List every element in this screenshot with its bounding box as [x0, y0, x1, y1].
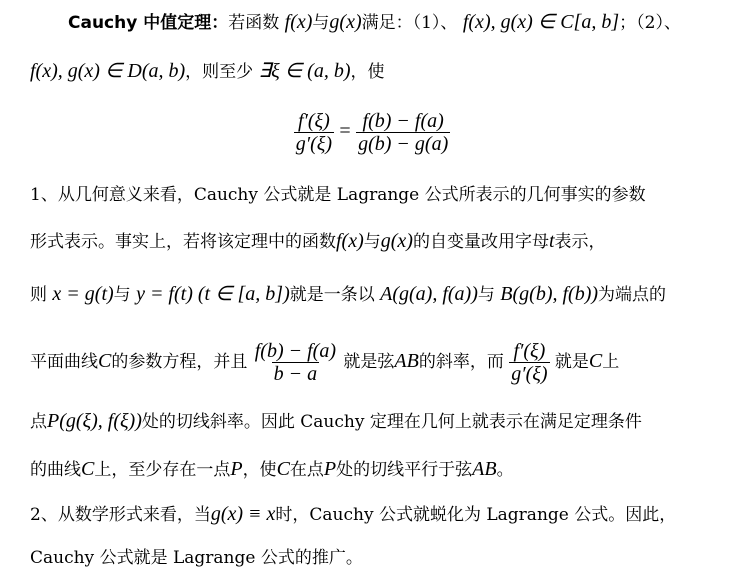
text-span: 平面曲线: [30, 352, 98, 372]
text-span: 2、从数学形式来看，当: [30, 505, 211, 525]
math-ab: AB: [394, 350, 419, 372]
text-span: 上，至少存在一点: [94, 460, 231, 480]
text-span: ，使: [242, 460, 277, 480]
text-span: 则: [30, 285, 47, 305]
paragraph-2-line-2: [30, 546, 722, 570]
text-span: 时，Cauchy 公式就蜕化为 Lagrange 公式。因此，: [275, 505, 677, 525]
text-span: 上: [602, 352, 620, 372]
fraction-tangent-slope: [509, 340, 549, 385]
text-span: 表示，: [554, 232, 606, 252]
theorem-statement-line-2: [30, 59, 722, 84]
text-span: 的斜率，而: [418, 352, 504, 372]
math-gx: g(x): [329, 11, 362, 33]
text-span: 就是: [554, 352, 589, 372]
fraction-denominator: b − a: [273, 363, 318, 385]
text-span: Cauchy 公式就是 Lagrange 公式的推广。: [30, 548, 363, 568]
text-span: 在点: [289, 460, 324, 480]
text-span: 就是一条以: [289, 285, 375, 305]
fraction-chord-slope: [253, 340, 338, 385]
math-c: C: [276, 458, 290, 480]
paragraph-1-line-6: [30, 457, 722, 482]
fraction-numerator: f(b) − f(a): [362, 110, 444, 132]
text-span: ，则至少: [185, 62, 254, 82]
math-t: t: [548, 230, 555, 252]
math-point-a: A(g(a), f(a)): [380, 283, 478, 305]
equals-sign: =: [339, 120, 351, 142]
text-span: 。: [496, 460, 514, 480]
fraction-numerator: f′(ξ): [297, 110, 330, 132]
math-y-eq-ft: y = f(t) (t ∈ [a, b]): [136, 283, 290, 305]
math-fx: f(x): [336, 230, 364, 252]
text-span: 满足：（1）、: [361, 13, 458, 33]
paragraph-1-line-3: [30, 282, 722, 307]
text-span: 为端点的: [598, 285, 667, 305]
math-c: C: [588, 350, 603, 372]
math-exists-xi: ∃ξ ∈ (a, b): [258, 60, 351, 82]
fraction-denominator: g′(ξ): [295, 133, 333, 155]
math-p: P: [230, 458, 243, 480]
math-point-p: P(g(ξ), f(ξ)): [47, 410, 142, 432]
text-span: ，使: [350, 62, 385, 82]
text-span: 的参数方程，并且: [111, 352, 248, 372]
text-span: 与: [312, 13, 330, 33]
text-span: 的自变量改用字母: [412, 232, 549, 252]
math-c: C: [98, 350, 112, 372]
math-continuity-condition: f(x), g(x) ∈ C[a, b]: [462, 11, 620, 33]
cauchy-formula: [0, 110, 744, 155]
math-gx: g(x): [380, 230, 413, 252]
math-point-b: B(g(b), f(b)): [500, 283, 599, 305]
fraction-differences: [356, 110, 450, 155]
paragraph-2-line-1: [30, 502, 722, 527]
text-span: ；（2）、: [619, 13, 681, 33]
paragraph-1-line-1: [30, 183, 722, 207]
text-span: 与: [113, 285, 131, 305]
text-span: 处的切线斜率。因此 Cauchy 定理在几何上就表示在满足定理条件: [141, 412, 642, 432]
fraction-denominator: g′(ξ): [511, 363, 548, 385]
math-p: P: [323, 458, 337, 480]
paragraph-1-line-4: [30, 340, 722, 385]
text-span: 形式表示。事实上，若将该定理中的函数: [30, 232, 336, 252]
text-span: 处的切线平行于弦: [336, 460, 473, 480]
theorem-title: Cauchy 中值定理：: [68, 13, 229, 33]
text-span: 若函数: [228, 13, 280, 33]
text-span: 的曲线: [30, 460, 81, 480]
fraction-numerator: f′(ξ): [513, 340, 546, 362]
fraction-numerator: f(b) − f(a): [254, 340, 336, 362]
text-span: 就是弦: [343, 352, 395, 372]
theorem-statement-line-1: [68, 10, 722, 35]
text-span: 与: [363, 232, 381, 252]
text-span: 点: [30, 412, 47, 432]
math-ab: AB: [472, 458, 497, 480]
math-x-eq-gt: x = g(t): [52, 283, 114, 305]
math-c: C: [81, 458, 95, 480]
math-fx: f(x): [284, 11, 313, 33]
paragraph-1-line-2: [30, 229, 722, 254]
paragraph-1-line-5: [30, 409, 722, 434]
fraction-derivatives: [294, 110, 334, 155]
math-gx-identity: g(x) ≡ x: [210, 503, 276, 525]
fraction-denominator: g(b) − g(a): [358, 133, 449, 155]
math-differentiability-condition: f(x), g(x) ∈ D(a, b): [30, 60, 186, 82]
text-span: 与: [477, 285, 495, 305]
text-span: 1、从几何意义来看，Cauchy 公式就是 Lagrange 公式所表示的几何事实的参数: [30, 185, 646, 205]
